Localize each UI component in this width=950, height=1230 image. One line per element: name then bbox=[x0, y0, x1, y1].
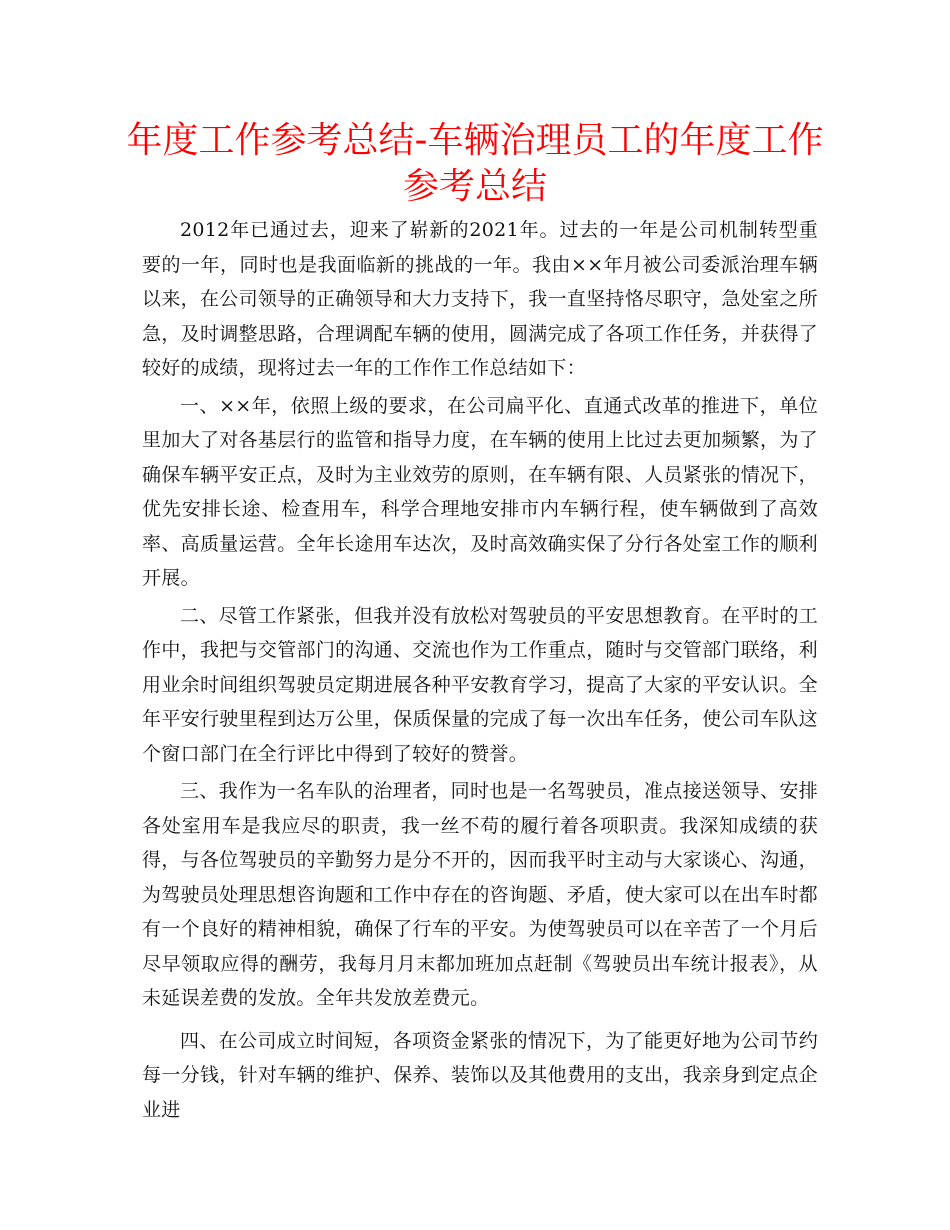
paragraph-4: 四、在公司成立时间短，各项资金紧张的情况下，为了能更好地为公司节约每一分钱，针对车辆的维护、保养、装饰以及其他费用的支出，我亲身到定点企业进 bbox=[142, 1029, 818, 1121]
paragraph-2: 二、尽管工作紧张，但我并没有放松对驾驶员的平安思想教育。在平时的工作中，我把与交管部门的沟通、交流也作为工作重点，随时与交管部门联络，利用业余时间组织驾驶员定期进展各种平安教育学习，提高了大家的平安认识。全年平安行驶里程到达万公里，保质保量的完成了每一次出车任务，使公司车队这个窗口部门在全行评比中得到了较好的赞誉。 bbox=[142, 604, 818, 765]
document-body bbox=[142, 213, 818, 1127]
paragraph-intro: 2012年已通过去，迎来了崭新的2021年。过去的一年是公司机制转型重要的一年，同时也是我面临新的挑战的一年。我由××年月被公司委派治理车辆以来，在公司领导的正确领导和大力支持下，我一直坚持恪尽职守，急处室之所急，及时调整思路，合理调配车辆的使用，圆满完成了各项工作任务，并获得了较好的成绩，现将过去一年的工作作工作总结如下： bbox=[142, 219, 818, 379]
document-title: 年度工作参考总结-车辆治理员工的年度工作参考总结 bbox=[126, 120, 824, 207]
paragraph-1: 一、××年，依照上级的要求，在公司扁平化、直通式改革的推进下，单位里加大了对各基层行的监管和指导力度，在车辆的使用上比过去更加频繁，为了确保车辆平安正点，及时为主业效劳的原则，在车辆有限、人员紧张的情况下，优先安排长途、检查用车，科学合理地安排市内车辆行程，使车辆做到了高效率、高质量运营。全年长途用车达次，及时高效确实保了分行各处室工作的顺利开展。 bbox=[142, 394, 818, 589]
paragraph-3: 三、我作为一名车队的治理者，同时也是一名驾驶员，准点接送领导、安排各处室用车是我应尽的职责，我一丝不苟的履行着各项职责。我深知成绩的获得，与各位驾驶员的辛勤努力是分不开的，因而我平时主动与大家谈心、沟通，为驾驶员处理思想咨询题和工作中存在的咨询题、矛盾，使大家可以在出车时都有一个良好的精神相貌，确保了行车的平安。为使驾驶员可以在辛苦了一个月后尽早领取应得的酬劳，我每月月末都加班加点赶制《驾驶员出车统计报表》，从未延误差费的发放。全年共发放差费元。 bbox=[142, 780, 818, 1009]
